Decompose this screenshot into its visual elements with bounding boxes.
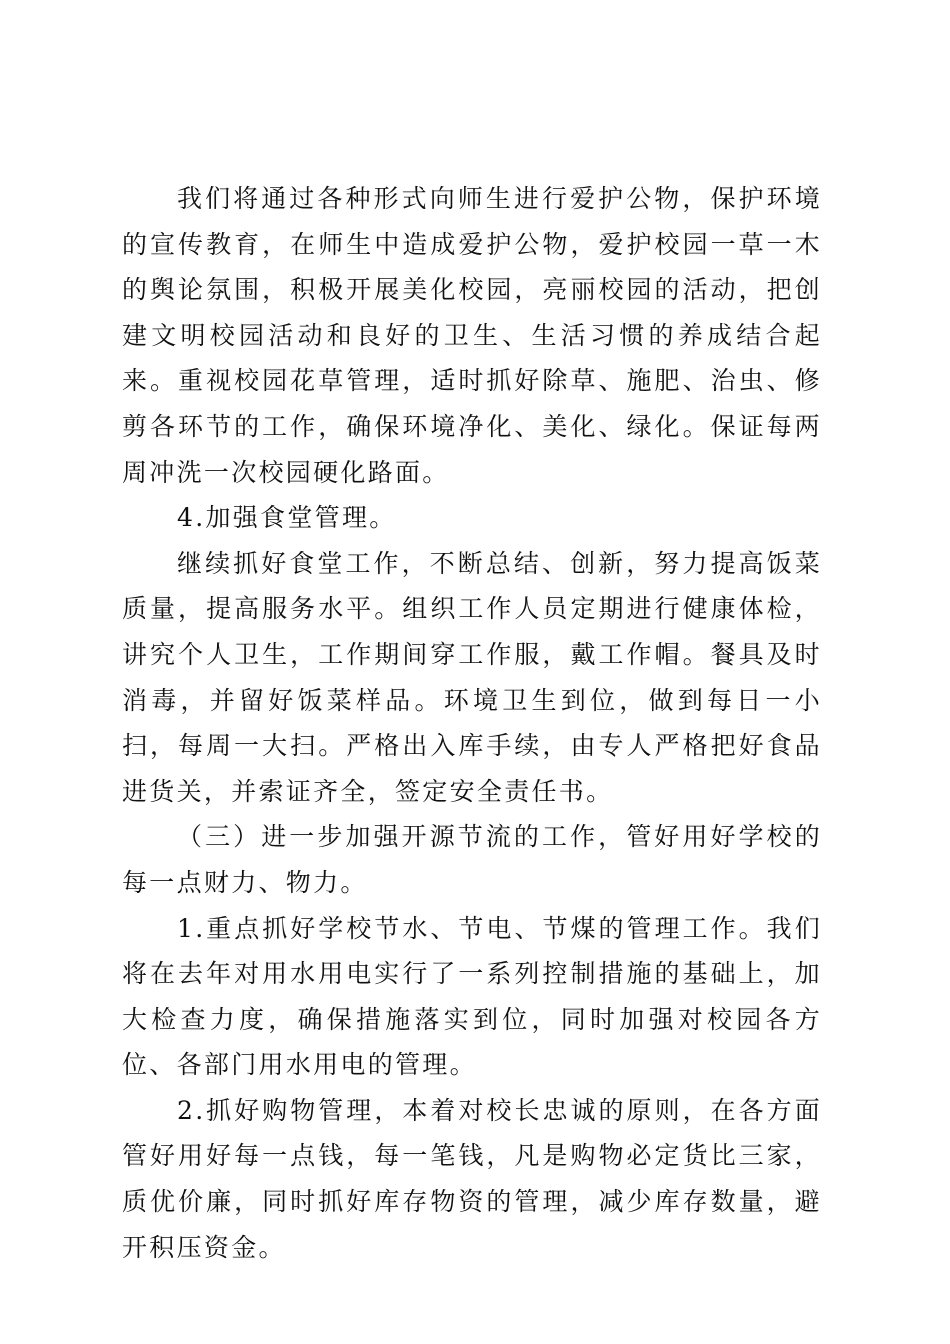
section-heading-cost-saving: （三）进一步加强开源节流的工作，管好用好学校的每一点财力、物力。: [122, 822, 822, 897]
paragraph-water-electricity: 1.重点抓好学校节水、节电、节煤的管理工作。我们将在去年对用水用电实行了一系列控制措施的基础上，加大检查力度，确保措施落实到位，同时加强对校园各方位、各部门用水用电的管理。: [122, 913, 822, 1080]
paragraph-canteen-management: 继续抓好食堂工作，不断总结、创新，努力提高饭菜质量，提高服务水平。组织工作人员定期进行健康体检，讲究个人卫生，工作期间穿工作服，戴工作帽。餐具及时消毒，并留好饭菜样品。环境卫生到位，做到每日一小扫，每周一大扫。严格出入库手续，由专人严格把好食品进货关，并索证齐全，签定安全责任书。: [122, 548, 822, 806]
paragraph-purchasing: 2.抓好购物管理，本着对校长忠诚的原则，在各方面管好用好每一点钱，每一笔钱，凡是购物必定货比三家，质优价廉，同时抓好库存物资的管理，减少库存数量，避开积压资金。: [122, 1095, 822, 1262]
heading-canteen-management: 4.加强食堂管理。: [177, 503, 397, 533]
document-body: [122, 176, 822, 1270]
paragraph-campus-environment: 我们将通过各种形式向师生进行爱护公物，保护环境的宣传教育，在师生中造成爱护公物，爱护校园一草一木的舆论氛围，积极开展美化校园，亮丽校园的活动，把创建文明校园活动和良好的卫生、生活习惯的养成结合起来。重视校园花草管理，适时抓好除草、施肥、治虫、修剪各环节的工作，确保环境净化、美化、绿化。保证每两周冲洗一次校园硬化路面。: [122, 184, 822, 487]
